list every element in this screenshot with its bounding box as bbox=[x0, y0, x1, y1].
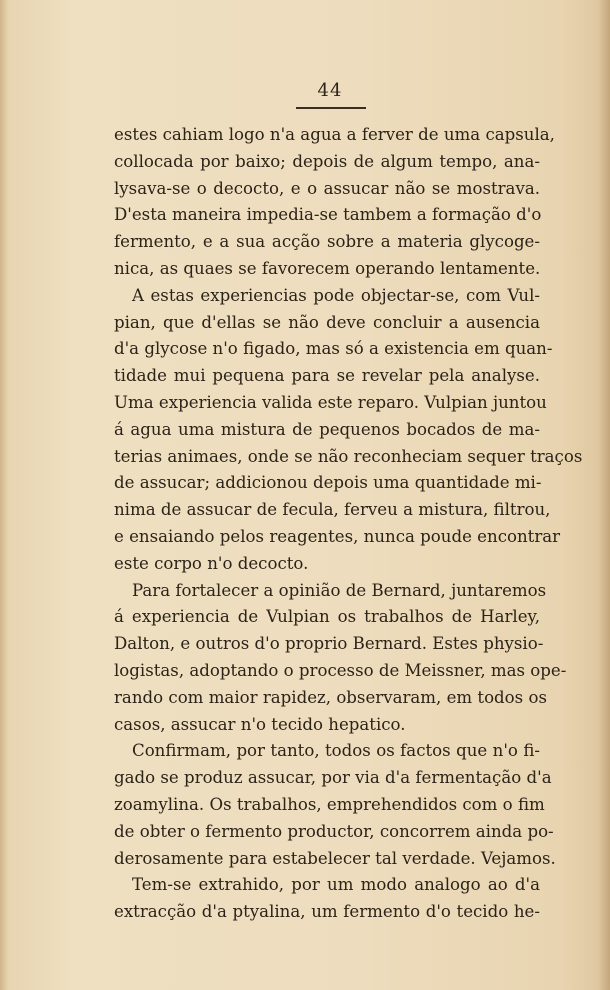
text-line: Tem-se extrahido, por um modo analogo ao d'a bbox=[132, 875, 540, 895]
text-line: terias animaes, onde se não reconheciam sequer traços bbox=[114, 446, 583, 466]
page-number: 44 bbox=[317, 80, 343, 101]
text-line: lysava-se o decocto, e o assucar não se mostrava. bbox=[114, 178, 540, 198]
text-line: rando com maior rapidez, observaram, em todos os bbox=[114, 687, 547, 707]
page-right-edge-shadow bbox=[598, 0, 610, 990]
text-line: Dalton, e outros d'o proprio Bernard. Estes physio- bbox=[114, 634, 544, 654]
text-line: pian, que d'ellas se não deve concluir a ausencia bbox=[114, 312, 540, 332]
text-line: estes cahiam logo n'a agua a ferver de uma capsula, bbox=[114, 125, 555, 144]
text-line: Uma experiencia valida este reparo. Vulpian juntou bbox=[114, 392, 547, 412]
text-line: nica, as quaes se favorecem operando lentamente. bbox=[114, 258, 541, 278]
header-rule bbox=[296, 107, 366, 109]
text-line: zoamylina. Os trabalhos, emprehendidos com o fim bbox=[114, 794, 545, 814]
page-left-edge-shadow bbox=[0, 0, 8, 990]
text-line: e ensaiando pelos reagentes, nunca poude encontrar bbox=[114, 526, 561, 546]
text-line: casos, assucar n'o tecido hepatico. bbox=[114, 714, 406, 734]
text-line: A estas experiencias pode objectar-se, com Vul- bbox=[132, 285, 540, 305]
text-line: D'esta maneira impedia-se tambem a formação d'o bbox=[114, 205, 542, 225]
text-line: Confirmam, por tanto, todos os factos que n'o fi- bbox=[132, 741, 540, 761]
text-line: este corpo n'o decocto. bbox=[114, 553, 309, 573]
text-line: tidade mui pequena para se revelar pela analyse. bbox=[114, 366, 540, 386]
text-line: á agua uma mistura de pequenos bocados de ma- bbox=[114, 419, 540, 439]
text-line: nima de assucar de fecula, ferveu a mistura, filtrou, bbox=[114, 500, 551, 520]
text-line: de obter o fermento productor, concorrem ainda po- bbox=[114, 821, 554, 841]
text-line: extracção d'a ptyalina, um fermento d'o tecido he- bbox=[114, 902, 540, 922]
text-line: á experiencia de Vulpian os trabalhos de Harley, bbox=[114, 607, 540, 627]
text-line: logistas, adoptando o processo de Meissner, mas ope- bbox=[114, 660, 567, 680]
text-line: gado se produz assucar, por via d'a fermentação d'a bbox=[114, 768, 552, 788]
text-line: collocada por baixo; depois de algum tempo, ana- bbox=[114, 151, 540, 171]
text-line: de assucar; addicionou depois uma quantidade mi- bbox=[114, 473, 542, 493]
text-line: derosamente para estabelecer tal verdade. Vejamos. bbox=[114, 848, 556, 868]
text-line: fermento, e a sua acção sobre a materia glycoge- bbox=[114, 232, 540, 252]
text-line: Para fortalecer a opinião de Bernard, juntaremos bbox=[132, 580, 547, 600]
text-line: d'a glycose n'o figado, mas só a existencia em quan- bbox=[114, 339, 553, 359]
body-text bbox=[114, 122, 583, 926]
